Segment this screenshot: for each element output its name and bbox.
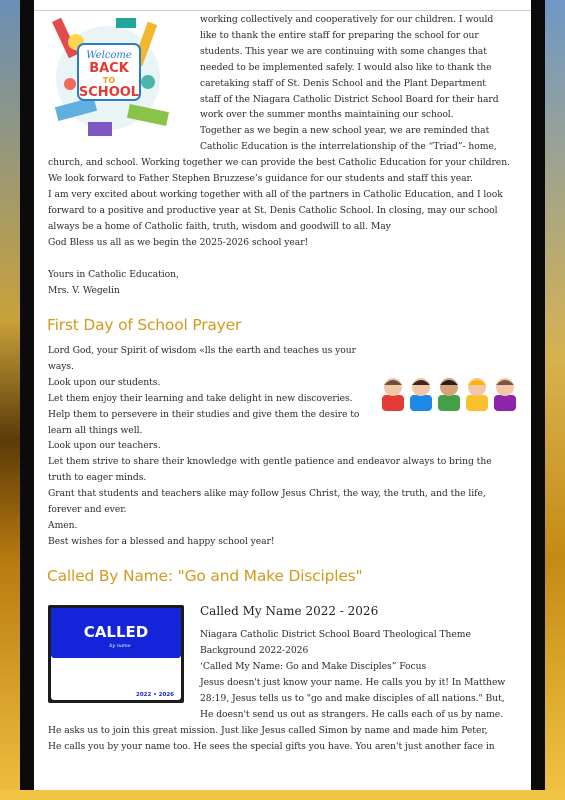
intro-line: needed to be implemented safely. I would also like to thank the bbox=[200, 61, 492, 73]
prayer-line: truth to eager minds. bbox=[48, 472, 147, 484]
intro-line: We look forward to Father Stephen Bruzzese’s guidance for our students and staff this year. bbox=[48, 172, 473, 184]
called-subheading: Called My Name 2022 - 2026 bbox=[200, 604, 379, 618]
intro-line: I am very excited about working together with all of the partners in Catholic Education, and I look bbox=[48, 188, 503, 200]
prayer-line: Best wishes for a blessed and happy school year! bbox=[48, 535, 275, 547]
intro-line: students. This year we are continuing with some changes that bbox=[200, 45, 487, 57]
background-bottom-strip bbox=[0, 790, 565, 800]
prayer-line: forever and ever. bbox=[48, 504, 127, 516]
intro-line: Together as we begin a new school year, we are reminded that bbox=[200, 125, 490, 137]
intro-line: caretaking staff of St. Denis School and the Plant Department bbox=[200, 77, 486, 89]
image-school-text: SCHOOL bbox=[78, 85, 140, 100]
prayer-line: Look upon our students. bbox=[48, 376, 161, 388]
intro-paragraph-full bbox=[48, 155, 510, 250]
prayer-heading: First Day of School Prayer bbox=[47, 316, 242, 334]
called-line: ‘Called My Name: Go and Make Disciples” Focus bbox=[200, 660, 427, 672]
top-divider bbox=[34, 10, 531, 11]
called-paragraph-full bbox=[48, 723, 495, 755]
called-line: Jesus doesn't just know your name. He calls you by it! In Matthew bbox=[200, 676, 506, 688]
image-welcome-text: Welcome bbox=[86, 50, 132, 61]
children-praying-image bbox=[380, 373, 520, 413]
page-border-right bbox=[531, 0, 545, 790]
called-line: He asks us to join this great mission. Just like Jesus called Simon by name and made him Peter, bbox=[48, 725, 488, 736]
back-to-school-image bbox=[48, 12, 178, 146]
called-by-name-image bbox=[48, 605, 184, 703]
signature: Mrs. V. Wegelin bbox=[48, 284, 120, 296]
intro-line: God Bless us all as we begin the 2025-2026 school year! bbox=[48, 236, 309, 248]
intro-line: church, and school. Working together we can provide the best Catholic Education for your children. bbox=[48, 157, 510, 168]
prayer-line: Help them to persevere in their studies and give them the desire to bbox=[48, 408, 360, 420]
newsletter-page bbox=[34, 0, 531, 790]
prayer-line: Lord God, your Spirit of wisdom «lls the earth and teaches us your bbox=[48, 345, 356, 356]
intro-line: always be a home of Catholic faith, truth, wisdom and goodwill to all. May bbox=[48, 220, 391, 232]
called-paragraph-right bbox=[200, 627, 505, 722]
intro-line: forward to a positive and productive year at St. Denis Catholic School. In closing, may our school bbox=[48, 204, 498, 216]
intro-line: work over the summer months maintaining our school. bbox=[200, 109, 454, 121]
prayer-line: ways. bbox=[48, 360, 74, 372]
called-line: He doesn't send us out as strangers. He calls each of us by name. bbox=[200, 708, 504, 720]
image-to-text: TO bbox=[102, 76, 116, 85]
closing-text: Yours in Catholic Education, bbox=[48, 269, 179, 280]
called-line: Niagara Catholic District School Board Theological Theme bbox=[200, 629, 471, 640]
intro-paragraph-right bbox=[200, 12, 499, 155]
prayer-line: learn all things well. bbox=[48, 424, 143, 436]
intro-line: like to thank the entire staff for preparing the school for our bbox=[200, 29, 479, 41]
called-line: 28:19, Jesus tells us to "go and make disciples of all nations." But, bbox=[200, 692, 505, 704]
prayer-line: Look upon our teachers. bbox=[48, 440, 161, 452]
intro-line: staff of the Niagara Catholic District School Board for their hard bbox=[200, 93, 499, 105]
page-border-left bbox=[20, 0, 34, 790]
called-years-text: 2022 • 2026 bbox=[136, 692, 174, 698]
called-logo-text: CALLED bbox=[83, 623, 149, 641]
prayer-line: Grant that students and teachers alike may follow Jesus Christ, the way, the truth, and the life, bbox=[48, 488, 486, 500]
intro-line: working collectively and cooperatively for our children. I would bbox=[200, 14, 494, 25]
called-heading: Called By Name: "Go and Make Disciples" bbox=[47, 567, 363, 585]
called-line: Background 2022-2026 bbox=[200, 644, 309, 656]
prayer-line: Let them enjoy their learning and take delight in new discoveries. bbox=[48, 392, 353, 404]
prayer-line: Amen. bbox=[48, 519, 78, 531]
closing-block bbox=[48, 267, 179, 299]
intro-line: Catholic Education is the interrelationship of the “Triad”- home, bbox=[200, 141, 497, 153]
called-line: He calls you by your name too. He sees the special gifts you have. You aren't just another face in bbox=[48, 740, 495, 752]
background-left-edge bbox=[0, 0, 20, 800]
called-logo-subtext: by name bbox=[109, 643, 131, 649]
image-back-text: BACK bbox=[89, 61, 129, 76]
prayer-line: Let them strive to share their knowledge with gentle patience and endeavor always to bring the bbox=[48, 456, 492, 468]
